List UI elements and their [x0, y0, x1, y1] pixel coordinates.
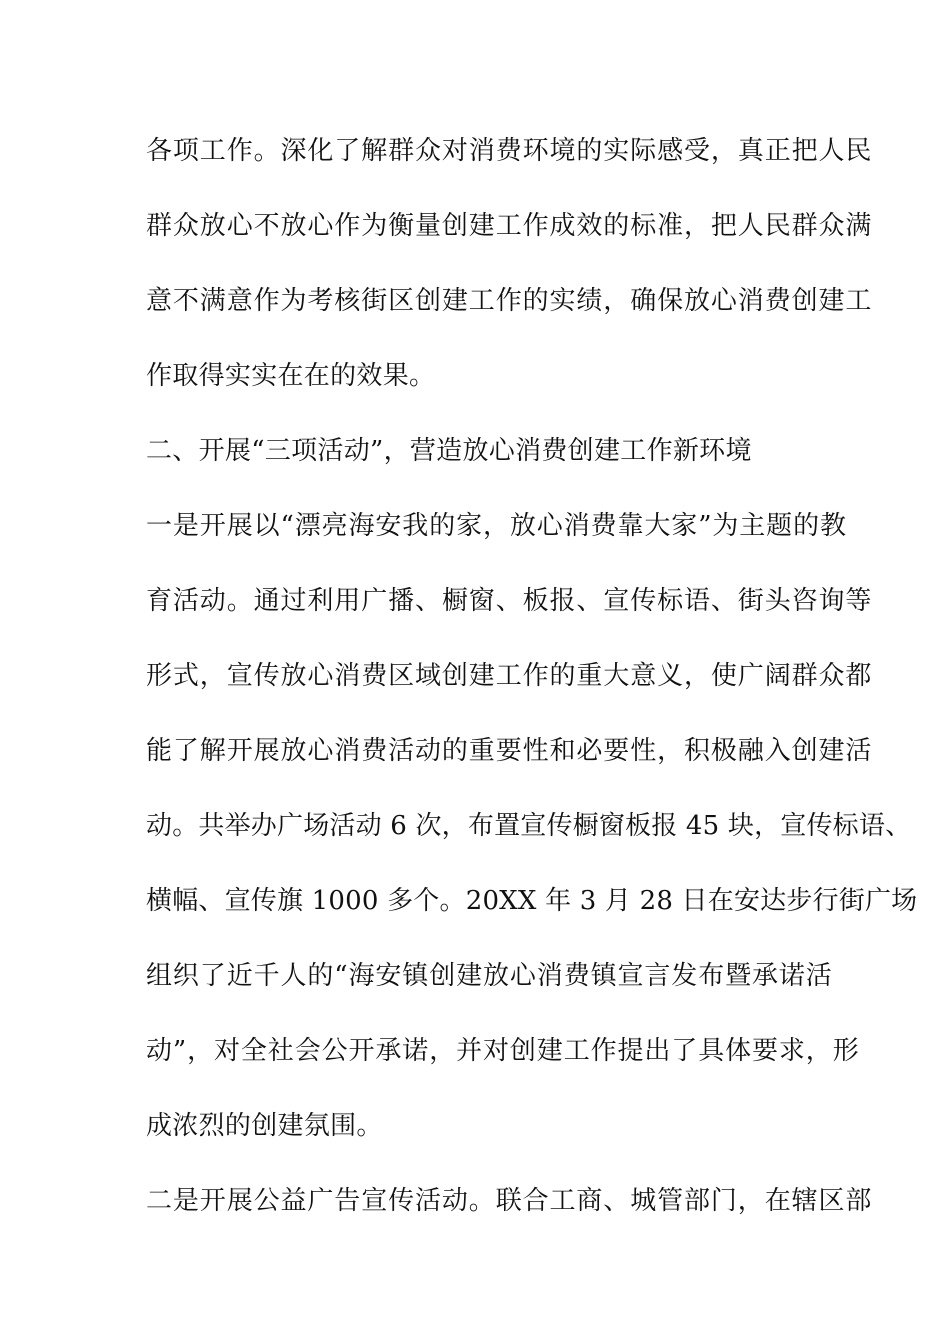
body-text-line: 育活动。通过利用广播、橱窗、板报、宣传标语、街头咨询等	[146, 586, 873, 616]
body-text-line: 群众放心不放心作为衡量创建工作成效的标准，把人民群众满	[146, 211, 873, 241]
body-text-line: 意不满意作为考核街区创建工作的实绩，确保放心消费创建工	[146, 286, 873, 316]
body-text-line: 动”，对全社会公开承诺，并对创建工作提出了具体要求，形	[146, 1036, 860, 1066]
body-text-line: 能了解开展放心消费活动的重要性和必要性，积极融入创建活	[146, 736, 873, 766]
body-text-line: 成浓烈的创建氛围。	[146, 1111, 383, 1141]
body-text-line: 二是开展公益广告宣传活动。联合工商、城管部门，在辖区部	[146, 1186, 873, 1216]
body-text-line: 动。共举办广场活动 6 次，布置宣传橱窗板报 45 块，宣传标语、	[146, 811, 912, 841]
body-text-line: 横幅、宣传旗 1000 多个。20XX 年 3 月 28 日在安达步行街广场	[146, 886, 918, 916]
section-heading: 二、开展“三项活动”，营造放心消费创建工作新环境	[146, 436, 752, 466]
body-text-line: 各项工作。深化了解群众对消费环境的实际感受，真正把人民	[146, 136, 873, 166]
body-text-line: 作取得实实在在的效果。	[146, 361, 436, 391]
body-text-line: 形式，宣传放心消费区域创建工作的重大意义，使广阔群众都	[146, 661, 873, 691]
body-text-line: 一是开展以“漂亮海安我的家，放心消费靠大家”为主题的教	[146, 511, 847, 541]
body-text-line: 组织了近千人的“海安镇创建放心消费镇宣言发布暨承诺活	[146, 961, 833, 991]
